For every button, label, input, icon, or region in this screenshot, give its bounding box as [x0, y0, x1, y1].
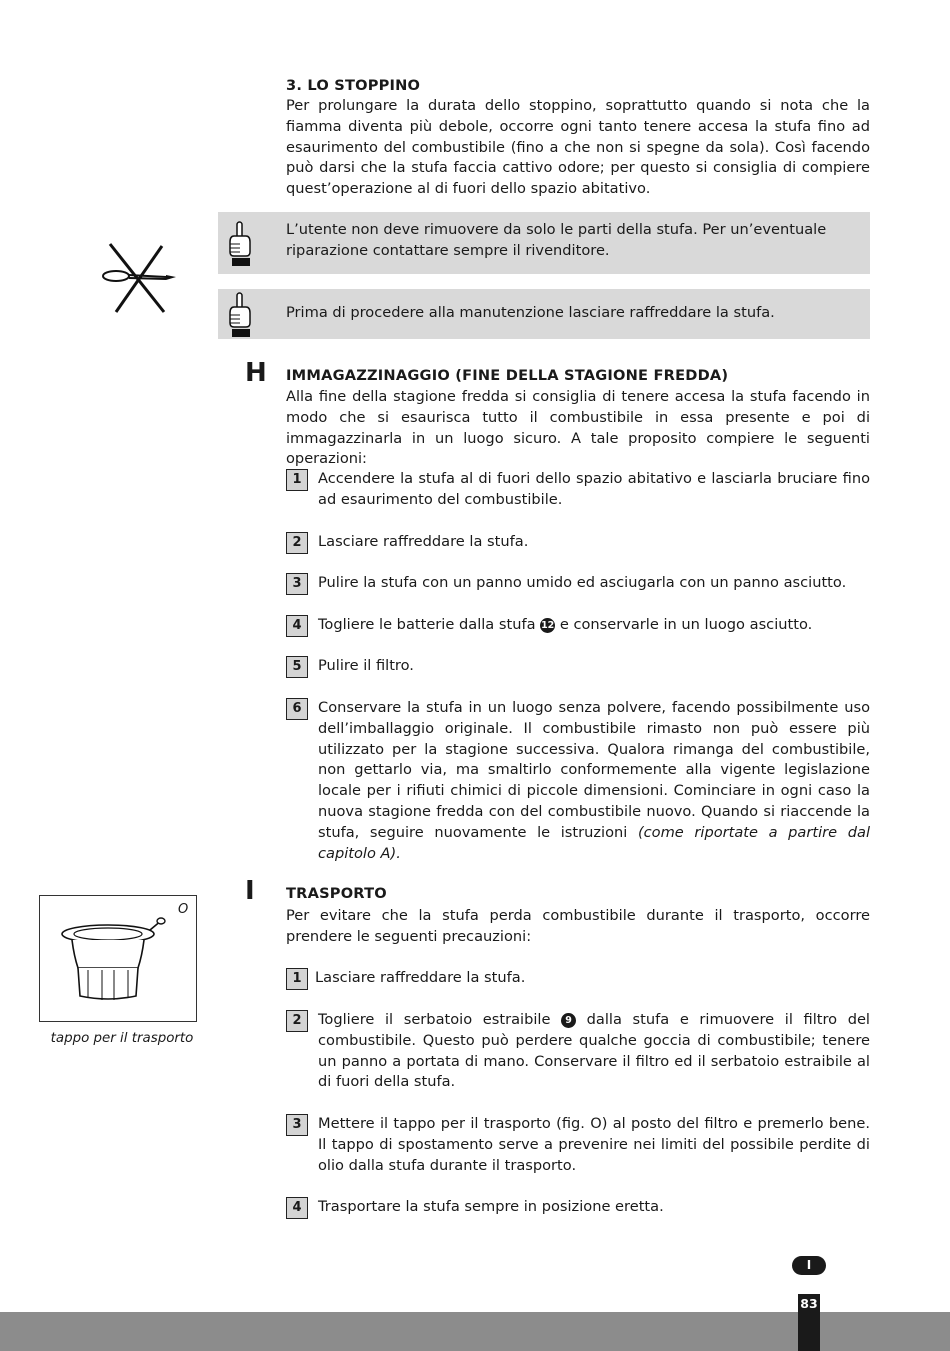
reference-number-badge: 12	[541, 620, 555, 631]
section-h-title: IMMAGAZZINAGGIO (FINE DELLA STAGIONE FREDDA)	[286, 367, 729, 384]
reference-number-badge: 9	[561, 1013, 576, 1028]
figure-caption: tappo per il trasporto	[50, 1031, 194, 1046]
warning-box-1	[218, 212, 870, 274]
step-number: 2	[286, 1010, 308, 1032]
step-text: Accendere la stufa al di fuori dello spazio abitativo e lasciarla bruciare fino ad esaurimento del combustibile.	[318, 470, 870, 508]
step-number: 5	[286, 656, 308, 678]
section-i-intro: Per evitare che la stufa perda combustibile durante il trasporto, occorre prendere le seguenti precauzioni:	[286, 907, 870, 945]
pointing-hand-icon	[226, 220, 252, 272]
section-3-title: 3. LO STOPPINO	[286, 77, 421, 94]
pointing-hand-icon	[226, 291, 252, 343]
section-h-letter: H	[245, 358, 267, 388]
section-3-body: Per prolungare la durata dello stoppino, soprattutto quando si nota che la fiamma diventa più debole, occorre ogni tanto tenere accesa la stufa fino ad esaurimento del combustibile (fino a che non si spegne da sola). Così facendo può darsi che la stufa faccia cattivo odore; per questo si consiglia di compiere quest’operazione al di fuori dello spazio abitativo.	[286, 97, 870, 198]
step-number: 6	[286, 698, 308, 720]
warning-box-2	[218, 289, 870, 339]
step-text: Lasciare raffreddare la stufa.	[315, 969, 526, 986]
warning-text-1: L’utente non deve rimuovere da solo le parti della stufa. Per un’eventuale riparazione contattare sempre il rivenditore.	[286, 221, 827, 259]
step-text: Togliere il serbatoio estraibile 9 dalla stufa e rimuovere il filtro del combustibile. Questo può perdere qualche goccia di combustibile; tenere un panno a portata di mano. Conservare il filtro ed il serbatoio estraibile al di fuori della stufa.	[318, 1011, 870, 1091]
transport-cap-illustration	[58, 912, 168, 1004]
step-number: 3	[286, 573, 308, 595]
no-screwdriver-icon	[100, 240, 180, 316]
figure-o-frame	[39, 895, 197, 1022]
step-text: Lasciare raffreddare la stufa.	[318, 533, 529, 550]
step-number: 1	[286, 968, 308, 990]
step-text: Mettere il tappo per il trasporto (fig. O) al posto del filtro e premerlo bene. Il tappo di spostamento serve a prevenire nei limiti del possibile perdite di olio dalla stufa durante il trasporto.	[318, 1115, 870, 1174]
page-number: 83	[800, 1296, 818, 1311]
step-number: 4	[286, 1197, 308, 1219]
section-i-letter: I	[245, 876, 255, 906]
section-h-intro: Alla fine della stagione fredda si consiglia di tenere accesa la stufa facendo in modo che si esaurisca tutto il combustibile in essa presente e poi di immagazzinarla in un luogo sicuro. A tale proposito compiere le seguenti operazioni:	[286, 388, 870, 468]
step-number: 1	[286, 469, 308, 491]
figure-label: O	[178, 902, 189, 917]
language-badge: I	[792, 1256, 826, 1275]
step-text: Conservare la stufa in un luogo senza polvere, facendo possibilmente uso dell’imballaggio originale. Il combustibile rimasto non può essere più utilizzato per la stagione successiva. Qualora rimanga del combustibile, non gettarlo via, ma smaltirlo conformemente alla vigente legislazione locale per i rifiuti chimici di piccole dimensioni. Cominciare in ogni caso la nuova stagione fredda con del combustibile nuovo. Quando si riaccende la stufa, seguire nuovamente le istruzioni (come riportate a partire dal capitolo A).	[318, 699, 871, 862]
step-number: 4	[286, 615, 308, 637]
step-text: Trasportare la stufa sempre in posizione eretta.	[318, 1198, 664, 1215]
step-text: Pulire il filtro.	[318, 657, 414, 674]
warning-text-2: Prima di procedere alla manutenzione lasciare raffreddare la stufa.	[286, 304, 775, 321]
step-text: Pulire la stufa con un panno umido ed asciugarla con un panno asciutto.	[318, 574, 847, 591]
step-number: 3	[286, 1114, 308, 1136]
step-number: 2	[286, 532, 308, 554]
step-text: Togliere le batterie dalla stufa 12 e conservarle in un luogo asciutto.	[318, 616, 813, 633]
section-i-title: TRASPORTO	[286, 885, 387, 902]
